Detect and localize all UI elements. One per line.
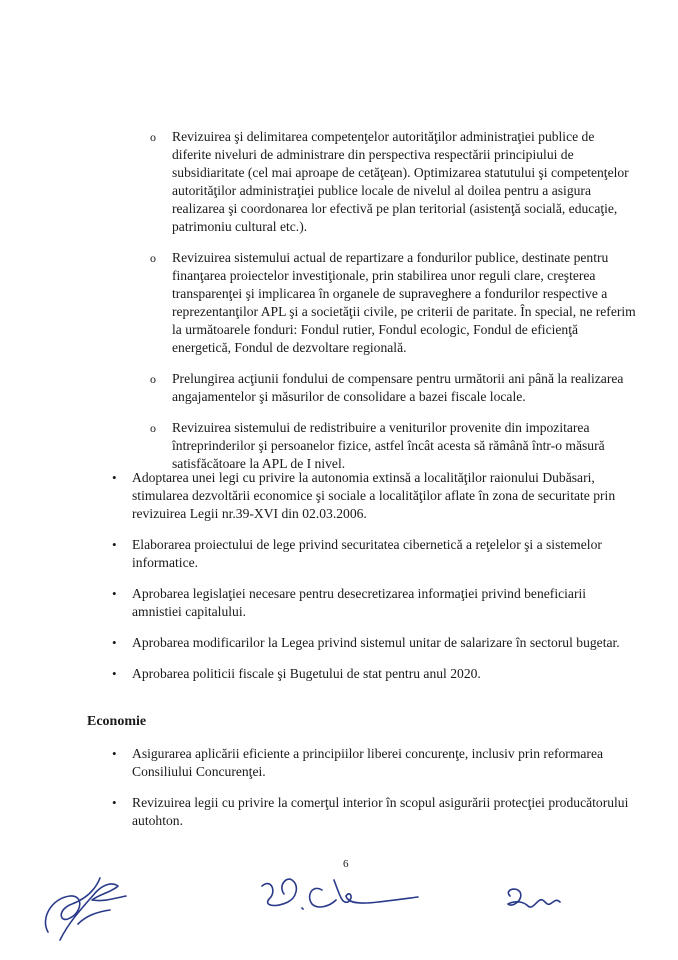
list-item: [112, 469, 638, 523]
list-item-text: Revizuirea sistemului actual de repartizare a fondurilor publice, destinate pentru finanţarea proiectelor investiţionale, prin stabilirea unor reguli clare, creşterea transparenţei şi implicarea în organele de supraveghere a fondurilor respective a reprezentanţilor APL şi a societăţii civile, pe criterii de paritate. În special, ne referim la următoarele fonduri: Fondul rutier, Fondul ecologic, Fondul de eficienţă energetică, Fondul de dezvoltare regională.: [172, 250, 636, 355]
bullet-icon: •: [112, 470, 117, 485]
bullet-icon: •: [112, 635, 117, 650]
bullet-icon: •: [112, 586, 117, 601]
bullet-icon: •: [112, 537, 117, 552]
sub-bullet-list: [150, 128, 636, 486]
economy-bullet-list: [112, 745, 638, 843]
list-item: [112, 585, 638, 621]
bullet-icon: •: [112, 666, 117, 681]
list-item-text: Elaborarea proiectului de lege privind securitatea cibernetică a reţelelor şi a sistemelor informatice.: [132, 537, 602, 570]
circle-bullet-icon: o: [150, 421, 156, 435]
list-item-text: Revizuirea şi delimitarea competenţelor autorităţilor administraţiei publice de diferite niveluri de administrare din perspectiva respectării principiului de subsidiaritate (cel mai aproape de cetăţean). Optimizarea statutului şi competenţelor autorităţilor administraţiei publice locale de nivelul al doilea pentru a asigura realizarea şi coordonarea lor efectivă pe plan teritorial (asistenţă socială, educaţie, patrimoniu cultural etc.).: [172, 129, 629, 234]
signatures: [0, 840, 678, 950]
list-item: [112, 794, 638, 830]
list-item-text: Adoptarea unei legi cu privire la autonomia extinsă a localităţilor raionului Dubăsari, stimularea dezvoltării economice şi sociale a localităţilor aflate în zona de securitate prin revizuirea Legii nr.39-XVI din 02.03.2006.: [132, 470, 616, 521]
list-item: [150, 419, 636, 473]
signature-right-icon: [508, 889, 560, 907]
page-number: 6: [343, 858, 349, 870]
list-item-text: Asigurarea aplicării eficiente a principiilor liberei concurenţe, inclusiv prin reformarea Consiliului Concurenţei.: [132, 746, 604, 779]
bullet-icon: •: [112, 746, 117, 761]
list-item-text: Aprobarea legislaţiei necesare pentru desecretizarea informaţiei privind beneficiarii amnistiei capitalului.: [132, 586, 587, 619]
signature-middle-icon: [262, 879, 418, 909]
section-heading: Economie: [87, 714, 147, 729]
list-item: [150, 370, 636, 406]
list-item-text: Revizuirea legii cu privire la comerţul interior în scopul asigurării protecţiei producătorului autohton.: [132, 795, 629, 828]
list-item-text: Prelungirea acţiunii fondului de compensare pentru următorii ani până la realizarea angajamentelor şi măsurilor de consolidare a bazei fiscale locale.: [172, 371, 624, 404]
list-item: [112, 634, 638, 652]
list-item: [112, 665, 638, 683]
list-item-text: Revizuirea sistemului de redistribuire a veniturilor provenite din impozitarea întreprinderilor şi persoanelor fizice, astfel încât acesta să rămână într-o măsură satisfăcătoare la APL de I nivel.: [172, 420, 605, 471]
list-item-text: Aprobarea politicii fiscale şi Bugetului de stat pentru anul 2020.: [132, 666, 481, 681]
list-item: [112, 745, 638, 781]
circle-bullet-icon: o: [150, 251, 156, 265]
bullet-list: [112, 469, 638, 696]
circle-bullet-icon: o: [150, 372, 156, 386]
list-item: [150, 249, 636, 357]
list-item-text: Aprobarea modificarilor la Legea privind sistemul unitar de salarizare în sectorul bugetar.: [132, 635, 620, 650]
list-item: [150, 128, 636, 236]
list-item: [112, 536, 638, 572]
bullet-icon: •: [112, 795, 117, 810]
signature-left-icon: [45, 878, 126, 940]
circle-bullet-icon: o: [150, 130, 156, 144]
